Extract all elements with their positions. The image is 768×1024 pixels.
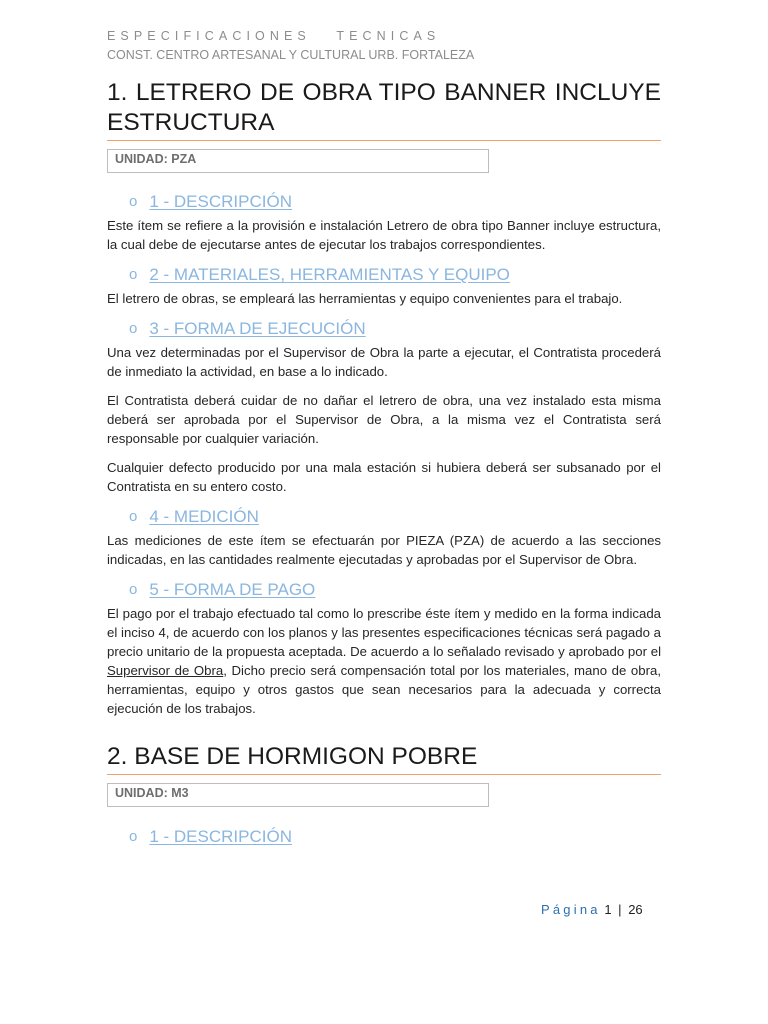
page-content: [107, 78, 661, 851]
sub-heading-materiales[interactable]: 2 - MATERIALES, HERRAMIENTAS Y EQUIPO: [149, 265, 510, 284]
section-1-sub-4: [129, 506, 661, 528]
paragraph: El Contratista deberá cuidar de no dañar el letrero de obra, una vez instalado esta misma deberá ser aprobada por el Supervisor de Obra, a la misma vez el Contratista será responsable por cualquier variación.: [107, 393, 661, 446]
header-title: ESPECIFICACIONES TECNICAS: [107, 29, 441, 43]
supervisor-link[interactable]: Supervisor de Obra: [107, 663, 224, 678]
paragraph: El letrero de obras, se empleará las herramientas y equipo convenientes para el trabajo.: [107, 291, 623, 306]
page-number: 1: [604, 902, 612, 917]
bullet-marker: o: [129, 320, 138, 337]
paragraph-text: El pago por el trabajo efectuado tal como lo prescribe éste ítem y medido en la forma indicada el inciso 4, de acuerdo con los planos y las presentes especificaciones técnicas será pagado a precio unitario de la propuesta aceptada. De acuerdo a lo señalado revisado y aprobado por el: [107, 606, 661, 659]
section-1-unit-box: UNIDAD: PZA: [107, 149, 489, 173]
page-footer: [541, 902, 643, 917]
bullet-marker: o: [129, 266, 138, 283]
section-1-sub-3: [129, 318, 661, 340]
paragraph: [107, 604, 661, 718]
paragraph: Este ítem se refiere a la provisión e instalación Letrero de obra tipo Banner incluye estructura, la cual debe de ejecutarse antes de ejecutar los trabajos correspondientes.: [107, 218, 661, 252]
page-label: Página: [541, 902, 601, 917]
section-1-sub-1: [129, 191, 661, 213]
section-2-sub-1: [129, 826, 661, 848]
section-2-heading: 2. BASE DE HORMIGON POBRE: [107, 742, 661, 775]
sub-heading-forma-ejecucion[interactable]: 3 - FORMA DE EJECUCIÓN: [149, 319, 366, 338]
bullet-marker: o: [129, 581, 138, 598]
sub-heading-forma-pago[interactable]: 5 - FORMA DE PAGO: [149, 580, 316, 599]
paragraph: Cualquier defecto producido por una mala estación si hubiera deberá ser subsanado por el Contratista en su entero costo.: [107, 460, 661, 494]
sub-heading-descripcion[interactable]: 1 - DESCRIPCIÓN: [149, 192, 292, 211]
section-1-heading: 1. LETRERO DE OBRA TIPO BANNER INCLUYE ESTRUCTURA: [107, 78, 661, 141]
bullet-marker: o: [129, 508, 138, 525]
paragraph-text: , Dicho precio será compensación total por los materiales, mano de obra, herramientas, equipo y otros gastos que sean necesarios para la adecuada y correcta ejecución de los trabajos.: [107, 663, 661, 716]
paragraph: Una vez determinadas por el Supervisor de Obra la parte a ejecutar, el Contratista procederá de inmediato la actividad, en base a lo indicado.: [107, 345, 661, 379]
section-1-sub-2: [129, 264, 661, 286]
page-separator: |: [618, 902, 622, 917]
paragraph: Las mediciones de este ítem se efectuarán por PIEZA (PZA) de acuerdo a las secciones indicadas, en las cantidades realmente ejecutadas y aprobadas por el Supervisor de Obra.: [107, 533, 661, 567]
section-1-sub-5: [129, 579, 661, 601]
bullet-marker: o: [129, 828, 138, 845]
sub-heading-medicion[interactable]: 4 - MEDICIÓN: [149, 507, 259, 526]
sub-heading-descripcion[interactable]: 1 - DESCRIPCIÓN: [149, 827, 292, 846]
page-total: 26: [628, 902, 643, 917]
section-2-unit-box: UNIDAD: M3: [107, 783, 489, 807]
header-project: CONST. CENTRO ARTESANAL Y CULTURAL URB. FORTALEZA: [107, 48, 475, 62]
bullet-marker: o: [129, 193, 138, 210]
